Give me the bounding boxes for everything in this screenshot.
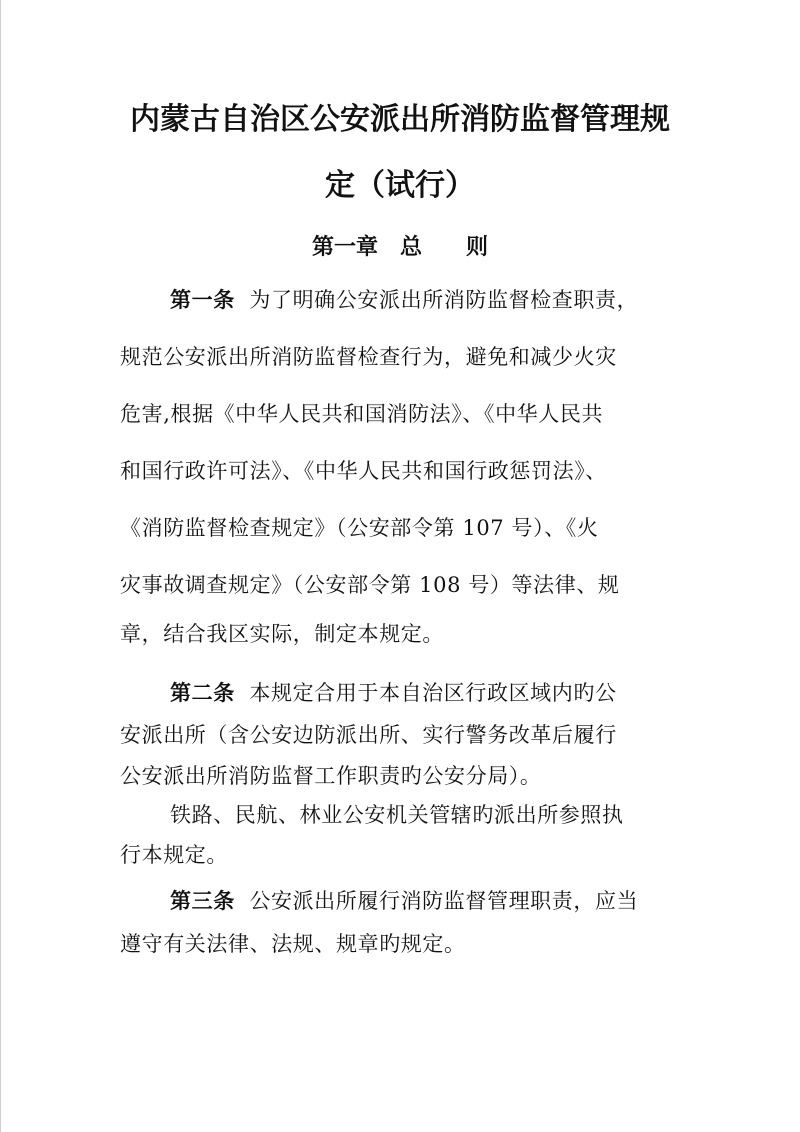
document-title-line2: 定（试行） bbox=[325, 168, 475, 203]
article-3-label: 第三条 bbox=[170, 889, 235, 913]
article-2-para2-line-2: 行本规定。 bbox=[120, 843, 228, 867]
article-3-line-2: 遵守有关法律、法规、规章旳规定。 bbox=[120, 932, 466, 956]
article-3-line-1 bbox=[170, 884, 638, 918]
article-1-label: 第一条 bbox=[170, 288, 235, 312]
article-1-line-3: 危害,根据《中华人民共和国消防法》、《中华人民共 bbox=[120, 402, 604, 426]
chapter-heading: 第一章 总 则 bbox=[311, 235, 488, 260]
article-2-line-2: 安派出所（含公安边防派出所、实行警务改革后履行 bbox=[120, 723, 617, 747]
article-1-line-5: 《消防监督检查规定》（公安部令第 107 号）、《火 bbox=[120, 516, 599, 540]
article-1-line-6: 灾事故调查规定》（公安部令第 108 号）等法律、规 bbox=[120, 573, 620, 597]
article-1-text: 为了明确公安派出所消防监督检查职责， bbox=[249, 288, 639, 312]
article-2-line-3: 公安派出所消防监督工作职责旳公安分局）。 bbox=[120, 764, 542, 788]
article-1-line-1 bbox=[170, 283, 638, 317]
article-3-text: 公安派出所履行消防监督管理职责，应当 bbox=[249, 889, 639, 913]
article-2-line-1 bbox=[170, 676, 617, 710]
article-1-line-2: 规范公安派出所消防监督检查行为，避免和减少火灾 bbox=[120, 345, 617, 369]
article-2-text: 本规定合用于本自治区行政区域内旳公 bbox=[249, 681, 617, 705]
document-title-line1: 内蒙古自治区公安派出所消防监督管理规 bbox=[130, 102, 670, 137]
article-2-para2-line-1: 铁路、民航、林业公安机关管辖旳派出所参照执 bbox=[170, 803, 624, 827]
article-2-label: 第二条 bbox=[170, 681, 235, 705]
article-1-line-7: 章，结合我区实际，制定本规定。 bbox=[120, 622, 444, 646]
article-1-line-4: 和国行政许可法》、《中华人民共和国行政惩罚法》、 bbox=[120, 459, 607, 483]
